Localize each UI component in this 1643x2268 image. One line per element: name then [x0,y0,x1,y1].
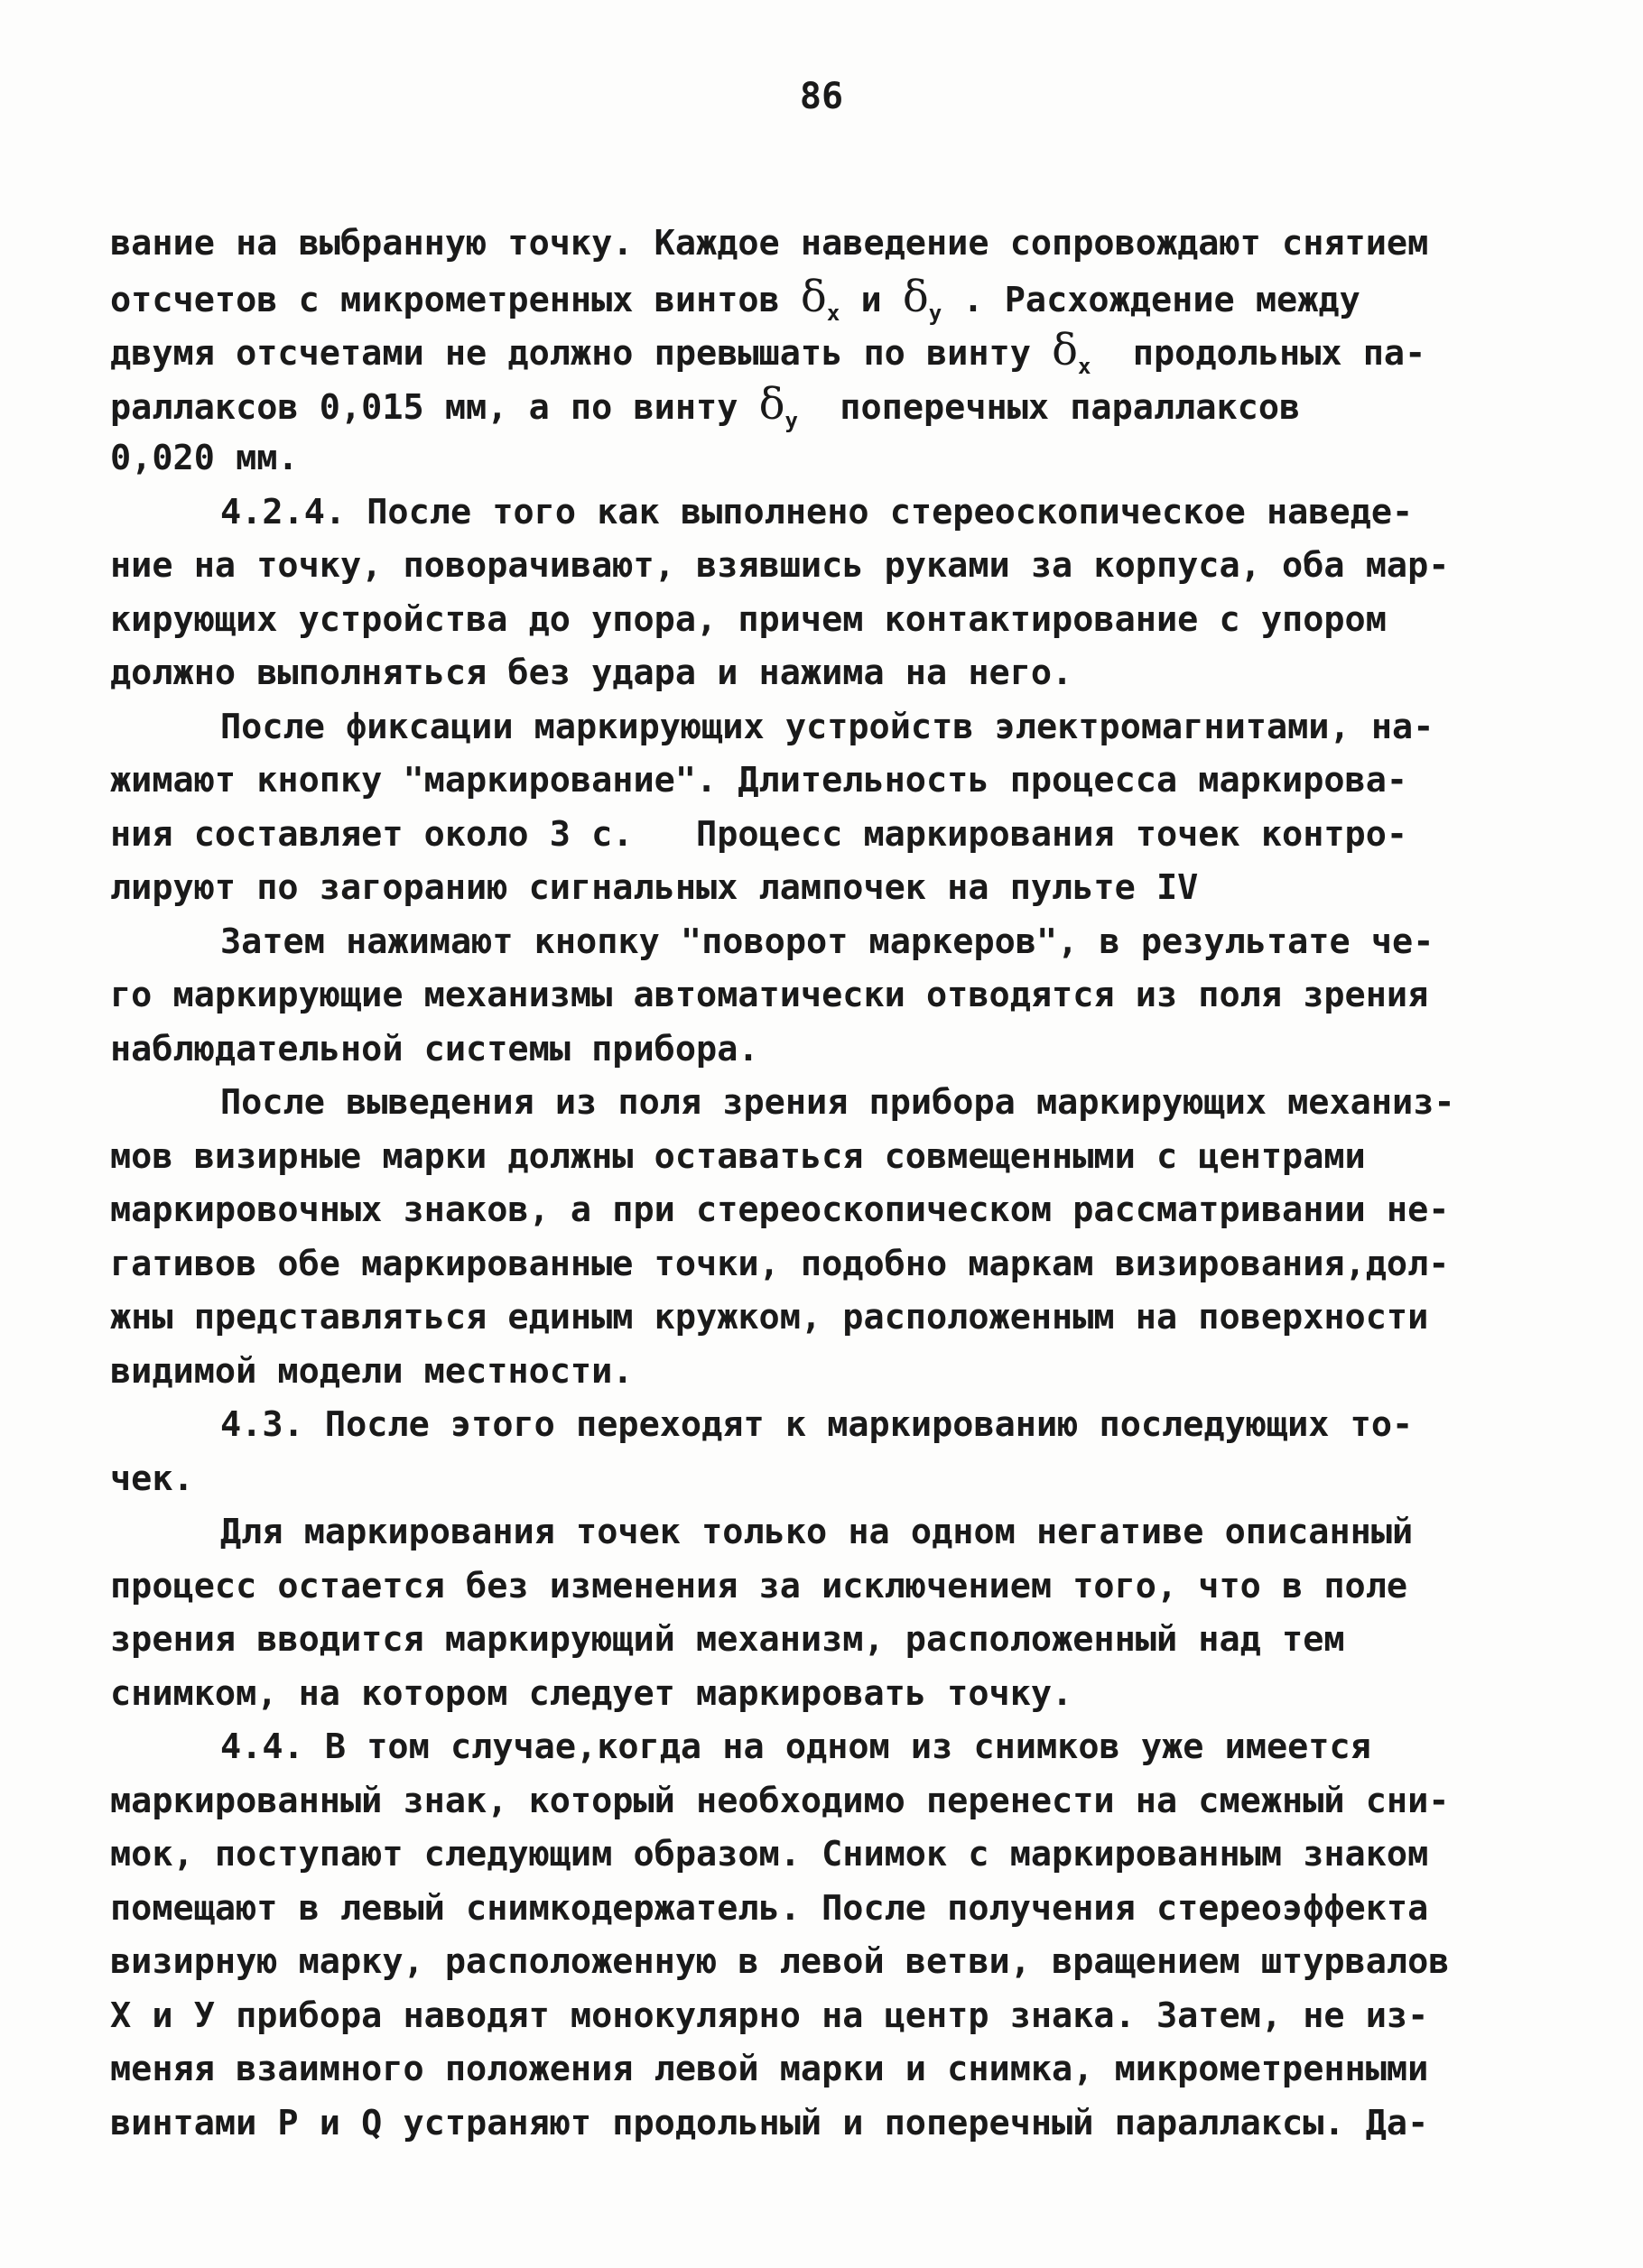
text-line: го маркирующие механизмы автоматически отводятся из поля зрения [110,975,1429,1015]
text-span: и [840,279,903,320]
text-line: меняя взаимного положения левой марки и снимка, микрометренными [110,2049,1429,2089]
delta-symbol: δ [902,271,929,322]
text-line: снимком, на котором следует маркировать точку. [110,1672,1073,1714]
page-number: 86 [799,76,844,117]
text-line: жимают кнопку "маркирование". Длительность процесса маркирова- [110,760,1408,801]
text-span: . Расхождение между [942,279,1360,320]
subscript: x [826,300,840,326]
paragraph-start: После выведения из поля зрения прибора маркирующих механиз- [220,1082,1455,1123]
text-line: процесс остается без изменения за исключением того, что в поле [110,1565,1408,1606]
text-line: жны представляться единым кружком, расположенным на поверхности [110,1297,1429,1338]
text-span: отсчетов с микрометренных винтов [110,279,801,320]
text-line: чек. [110,1458,194,1499]
text-line: вание на выбранную точку. Каждое наведение сопровождают снятием [110,223,1429,264]
text-line: винтами P и Q устраняют продольный и поперечный параллаксы. Да- [110,2102,1429,2143]
text-line: маркированный знак, который необходимо перенести на смежный сни- [110,1780,1450,1821]
subscript: y [928,300,942,326]
delta-symbol: δ [758,378,785,430]
text-line: гативов обе маркированные точки, подобно маркам визирования,дол- [110,1243,1450,1284]
text-line [110,271,1518,325]
text-line: мов визирные марки должны оставаться совмещенными с центрами [110,1135,1366,1177]
text-line: X и У прибора наводят монокулярно на центр знака. Затем, не из- [110,1995,1429,2036]
paragraph-start: Для маркирования точек только на одном негативе описанный [220,1512,1414,1552]
text-line: должно выполняться без удара и нажима на него. [110,653,1073,693]
text-line: зрения вводится маркирующий механизм, расположенный над тем [110,1619,1345,1660]
paragraph-start: После фиксации маркирующих устройств электромагнитами, на- [220,706,1434,747]
text-line: мок, поступают следующим образом. Снимок с маркированным знаком [110,1834,1429,1875]
text-line: ние на точку, поворачивают, взявшись руками за корпуса, оба мар- [110,545,1450,586]
text-line [110,324,1518,378]
paragraph-start: 4.3. После этого переходят к маркированию последующих то- [220,1404,1414,1445]
text-span: поперечных параллаксов [797,386,1301,428]
paragraph-start: 4.2.4. После того как выполнено стереоскопическое наведе- [220,491,1414,532]
subscript: y [784,407,798,433]
text-line: ния составляет около 3 с. Процесс маркирования точек контро- [110,813,1408,855]
text-line: видимой модели местности. [110,1350,634,1392]
text-line [110,378,1518,432]
text-span: продольных па- [1091,333,1426,374]
text-line: лируют по загоранию сигнальных лампочек на пульте IV [110,867,1199,908]
text-span: двумя отсчетами не должно превышать по винту [110,333,1053,374]
body-text [110,217,1518,2150]
text-line: наблюдательной системы прибора. [110,1028,759,1069]
text-line: кирующих устройства до упора, причем контактирование с упором [110,598,1387,640]
delta-symbol: δ [800,271,827,322]
paragraph-start: 4.4. В том случае,когда на одном из снимков уже имеется [220,1726,1371,1767]
text-line: визирную марку, расположенную в левой ветви, вращением штурвалов [110,1941,1450,1982]
text-line: 0,020 мм. [110,438,299,478]
paragraph-start: Затем нажимают кнопку "поворот маркеров", в результате че- [220,921,1434,962]
subscript: x [1077,354,1091,379]
text-line: маркировочных знаков, а при стереоскопическом рассматривании не- [110,1190,1450,1230]
text-line: помещают в левый снимкодержатель. После получения стереоэффекта [110,1887,1429,1929]
text-span: раллаксов 0,015 мм, а по винту [110,386,759,428]
delta-symbol: δ [1052,325,1078,375]
